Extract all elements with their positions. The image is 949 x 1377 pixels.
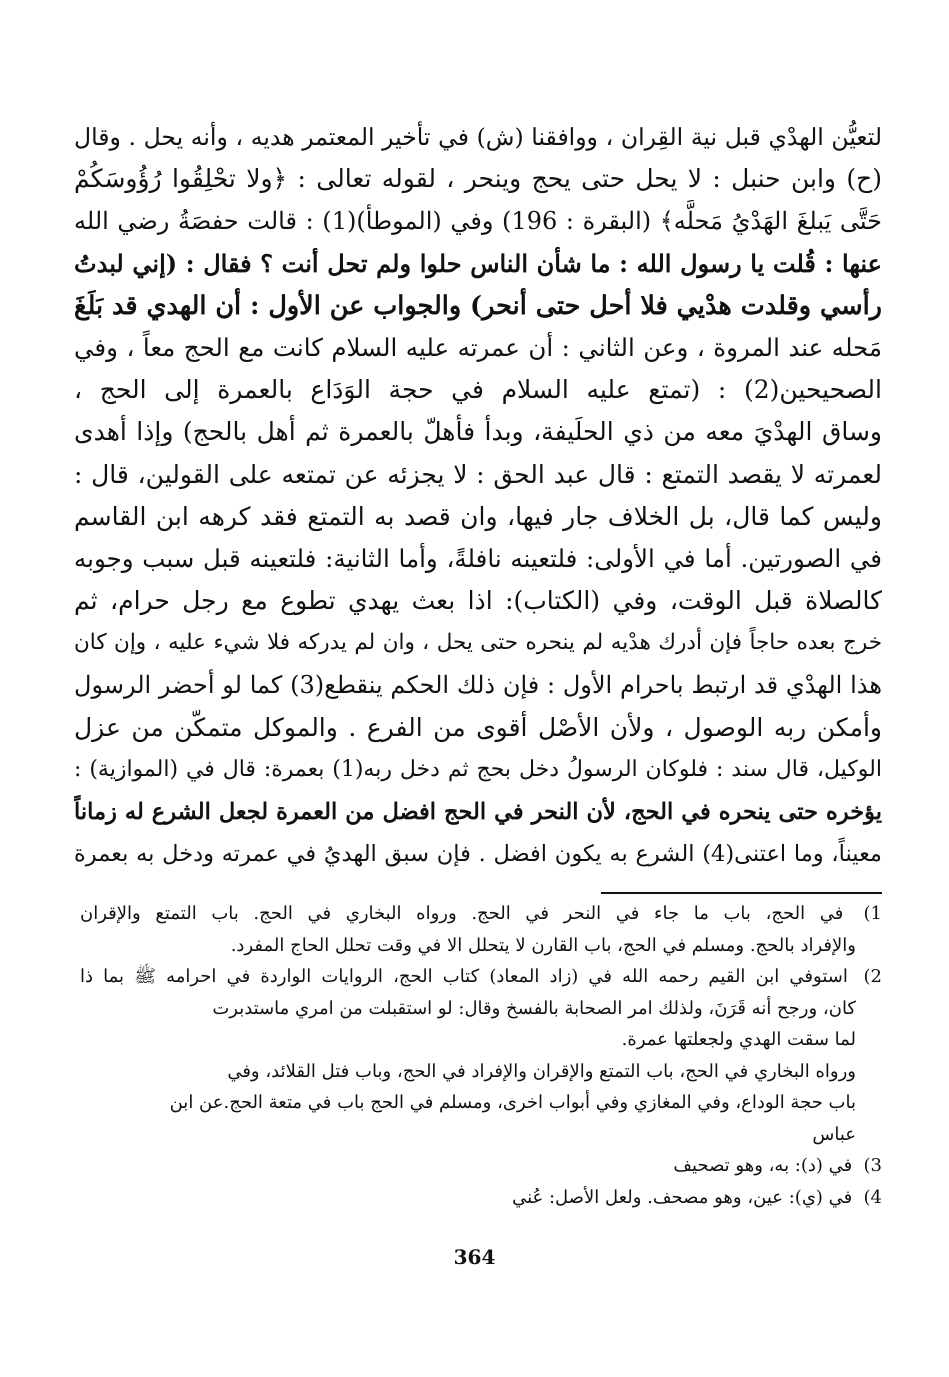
- text-line: وليس كما قال، بل الخلاف جار فيها، وان قصد به التمتع فقد كرهه ابن القاسم: [74, 501, 882, 531]
- text-line: عنها : قُلت يا رسول الله : ما شأن الناس حلوا ولم تحل أنت ؟ فقال : (إني لبدتُ: [74, 248, 882, 278]
- footnote-text: والإفراد بالحج. ومسلم في الحج، باب القارن لا يتحلل الا في وقت تحلل الحاج المفرد.: [230, 934, 856, 956]
- footnote-number: 1): [863, 903, 882, 924]
- text-line: الصحيحين(2) : (تمتع عليه السلام في حجة الوَدَاع بالعمرة إلى الحج ،: [74, 375, 882, 405]
- text-line: وساق الهدْيَ معه من ذي الحلَيفة، وبدأ فأهلّ بالعمرة ثم أهل بالحج) وإذا أهدى: [74, 417, 882, 447]
- text-line: في الصورتين. أما في الأولى: فلتعينه نافلةً، وأما الثانية: فلتعينه قبل سبب وجوبه: [74, 543, 882, 573]
- footnote-line: [80, 1056, 882, 1088]
- text-line: الوكيل، قال سند : فلوكان الرسولُ دخل بحج ثم دخل ربه(1) بعمرة: قال في (الموازية) :: [74, 756, 882, 782]
- text-line: رأسي وقلدت هدْيي فلا أحل حتى أنحر) والجواب عن الأول : أن الهدي قد بَلَغَ: [74, 290, 882, 321]
- footnote-line: [80, 1087, 882, 1119]
- text-line: (ح) وابن حنبل : لا يحل حتى يحج وينحر ، لقوله تعالى : ﴿ولا تحْلِقُوا رُؤُوسَكُمْ: [74, 164, 882, 194]
- footnote-text: استوفي ابن القيم رحمه الله في (زاد المعاد) كتاب الحج، الروايات الواردة في احرامه ﷺ بما ذا: [80, 966, 848, 987]
- text-line: لعمرته لا يقصد التمتع : قال عبد الحق : لا يجزئه عن تمتعه على القولين، قال :: [74, 459, 882, 489]
- text-line: مَحله عند المروة ، وعن الثاني : أن عمرته عليه السلام كانت مع الحج معاً ، وفي: [74, 332, 882, 362]
- main-text-block: [74, 116, 882, 875]
- text-line: هذا الهدْي قد ارتبط باحرام الأول : فإن ذلك الحكم ينقطع(3) كما لو أحضر الرسول: [74, 671, 882, 700]
- text-line: وأمكن ربه الوصول ، ولأن الأصْل أقوى من الفرع . والموكل متمكّن من عزل: [74, 712, 882, 742]
- footnote-line: [80, 1182, 882, 1214]
- footnotes-block: [80, 898, 882, 1213]
- footnote-line: [80, 1024, 882, 1056]
- footnote-number: 3): [863, 1155, 882, 1176]
- footnote-text: في الحج، باب ما جاء في النحر في الحج. ورواه البخاري في الحج. باب التمتع والإقران: [80, 903, 844, 924]
- footnote-line: [80, 1150, 882, 1182]
- footnote-line: [80, 898, 882, 930]
- footnote-separator: [601, 892, 882, 894]
- footnote-line: [80, 993, 882, 1025]
- footnote-text: لما سقت الهدي ولجعلتها عمرة.: [621, 1029, 856, 1050]
- page-number: 364: [453, 1245, 496, 1269]
- footnote-number: 4): [863, 1186, 882, 1208]
- footnote-line: [80, 930, 882, 962]
- text-line: لتعيُّن الهدْي قبل نية القِران ، ووافقنا (ش) في تأخير المعتمر هديه ، وأنه يحل . وقال: [74, 123, 882, 151]
- footnote-text: باب حجة الوداع، وفي المغازي وفي أبواب اخرى، ومسلم في الحج باب في متعة الحج.عن ابن: [169, 1092, 856, 1113]
- footnote-line: [80, 961, 882, 993]
- text-line: كالصلاة قبل الوقت، وفي (الكتاب): اذا بعث يهدي تطوع مع رجل حرام، ثم: [74, 586, 882, 616]
- text-line: خرج بعده حاجاً فإن أدرك هدْيه لم ينحره حتى يحل ، وان لم يدركه فلا شيء عليه ، وإن كان: [74, 630, 882, 656]
- footnote-text: في (د): به، وهو تصحيف: [673, 1155, 853, 1176]
- text-line: معيناً، وما اعتنى(4) الشرع به يكون افضل . فإن سبق الهديُ في عمرته ودخل به بعمرة: [74, 841, 882, 868]
- footnote-text: كان، ورجح أنه قَرَنَ، ولذلك امر الصحابة بالفسخ وقال: لو استقبلت من امري ماستدبرت: [212, 997, 856, 1019]
- footnote-number: 2): [863, 966, 882, 987]
- footnote-text: في (ي): عين، وهو مصحف. ولعل الأصل: عُني: [512, 1186, 853, 1208]
- footnote-line: [80, 1119, 882, 1151]
- footnote-text: عباس: [812, 1123, 856, 1145]
- footnote-text: ورواه البخاري في الحج، باب التمتع والإقران والإفراد في الحج، وباب فتل القلائد، وفي: [227, 1060, 856, 1082]
- text-line: يؤخره حتى ينحره في الحج، لأن النحر في الحج افضل من العمرة لجعل الشرع له زماناً: [74, 799, 882, 825]
- text-line: حَتَّى يَبلغَ الهَدْيُ مَحلَّه﴾ (البقرة : 196) وفي (الموطأ)(1) : قالت حفصَةُ رضي الله: [74, 207, 882, 236]
